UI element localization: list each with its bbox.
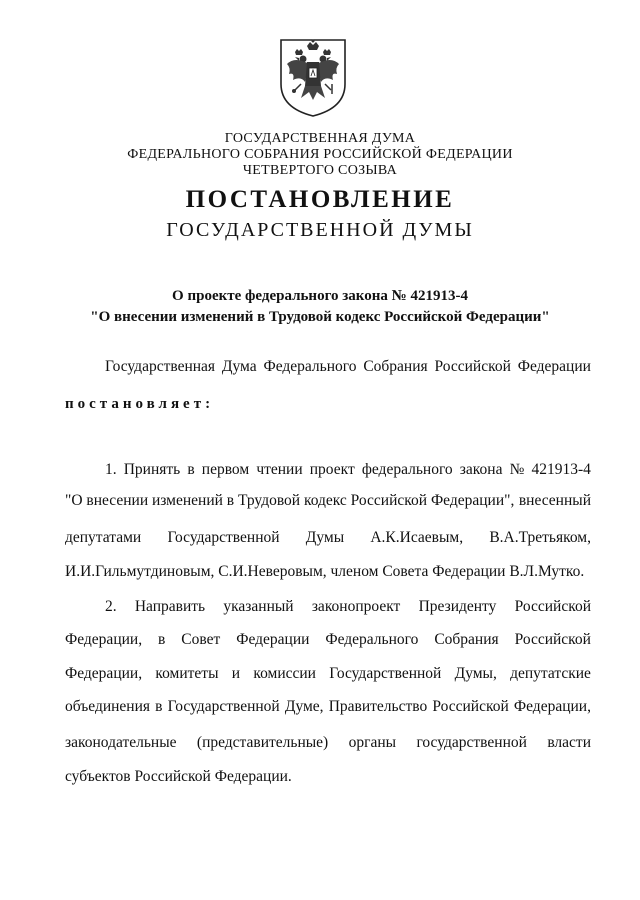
word: 2. (105, 598, 117, 615)
word: Думы, (454, 665, 497, 682)
word: Федерального (263, 358, 357, 375)
decree-word: постановляет: (65, 396, 215, 412)
word: чтении (256, 461, 303, 478)
paragraph1-line3 (65, 529, 591, 547)
document-type-title: ПОСТАНОВЛЕНИЕ (185, 186, 455, 213)
word: Государственной (329, 665, 442, 682)
word: А.К.Исаевым, (370, 529, 464, 546)
paragraph1-line1 (105, 461, 591, 479)
word: объединения (65, 698, 151, 715)
paragraph2-line6: субъектов Российской Федерации. (65, 768, 292, 785)
paragraph2-line2 (65, 631, 591, 649)
word: 1. (105, 461, 117, 478)
word: Собрания (434, 631, 499, 648)
word: Совет (181, 631, 221, 648)
word: федерального (361, 461, 453, 478)
word: Федерации, (65, 665, 143, 682)
word: Правительство (328, 698, 428, 715)
word: указанный (223, 598, 294, 615)
word: первом (201, 461, 250, 478)
word: Федерации (236, 631, 310, 648)
word: "О внесении изменений в Трудовой кодекс Российской Федерации", (65, 492, 515, 509)
word: депутатами (65, 529, 142, 546)
word: Федерации (517, 358, 591, 375)
paragraph2-line4 (65, 698, 591, 716)
convocation-line: ЧЕТВЕРТОГО СОЗЫВА (242, 163, 398, 178)
word: и (231, 665, 241, 682)
word: органы (348, 734, 397, 751)
word: законодательные (65, 734, 177, 751)
org-name-line1: ГОСУДАРСТВЕННАЯ ДУМА (224, 131, 416, 146)
word: 421913-4 (531, 461, 591, 478)
word: (представительные) (196, 734, 329, 751)
word: Российской (514, 631, 591, 648)
subject-line2: "О внесении изменений в Трудовой кодекс Российской Федерации" (90, 309, 550, 325)
word: Федерации, (65, 631, 143, 648)
word: Принять (123, 461, 181, 478)
paragraph2-line3 (65, 665, 591, 683)
word: власти (547, 734, 591, 751)
paragraph2-line1 (105, 598, 591, 616)
org-name-line2: ФЕДЕРАЛЬНОГО СОБРАНИЯ РОССИЙСКОЙ ФЕДЕРАЦИИ (127, 147, 513, 162)
word: в (187, 461, 195, 478)
document-issuer: ГОСУДАРСТВЕННОЙ ДУМЫ (166, 219, 474, 241)
word: Думе, (284, 698, 324, 715)
word: государственной (416, 734, 527, 751)
word: комиссии (253, 665, 316, 682)
word: Федерального (325, 631, 419, 648)
subject-line1: О проекте федерального закона № 421913-4 (172, 288, 468, 304)
word: Думы (305, 529, 345, 546)
word: Собрания (363, 358, 428, 375)
paragraph1-line4: И.И.Гильмутдиновым, С.И.Неверовым, членом Совета Федерации В.Л.Мутко. (65, 563, 585, 580)
word: В.А.Третьяком, (489, 529, 591, 546)
word: в (155, 698, 163, 715)
word: Российской (432, 698, 509, 715)
word: проект (309, 461, 355, 478)
word: закона (459, 461, 503, 478)
word: Российской (434, 358, 511, 375)
word: Государственной (167, 529, 280, 546)
word: Федерации, (513, 698, 591, 715)
word: законопроект (311, 598, 401, 615)
paragraph2-line5 (65, 734, 591, 752)
word: № (509, 461, 525, 478)
word: депутатские (510, 665, 591, 682)
word: Президенту (418, 598, 497, 615)
paragraph1-line2 (65, 492, 591, 510)
word: Направить (134, 598, 206, 615)
word: Российской (514, 598, 591, 615)
word: в (158, 631, 166, 648)
word: комитеты (155, 665, 219, 682)
word: Государственной (167, 698, 280, 715)
word: внесенный (518, 492, 591, 509)
preamble-line (105, 358, 591, 376)
word: Дума (221, 358, 257, 375)
coat-of-arms-emblem (271, 34, 355, 118)
word: Государственная (105, 358, 216, 375)
